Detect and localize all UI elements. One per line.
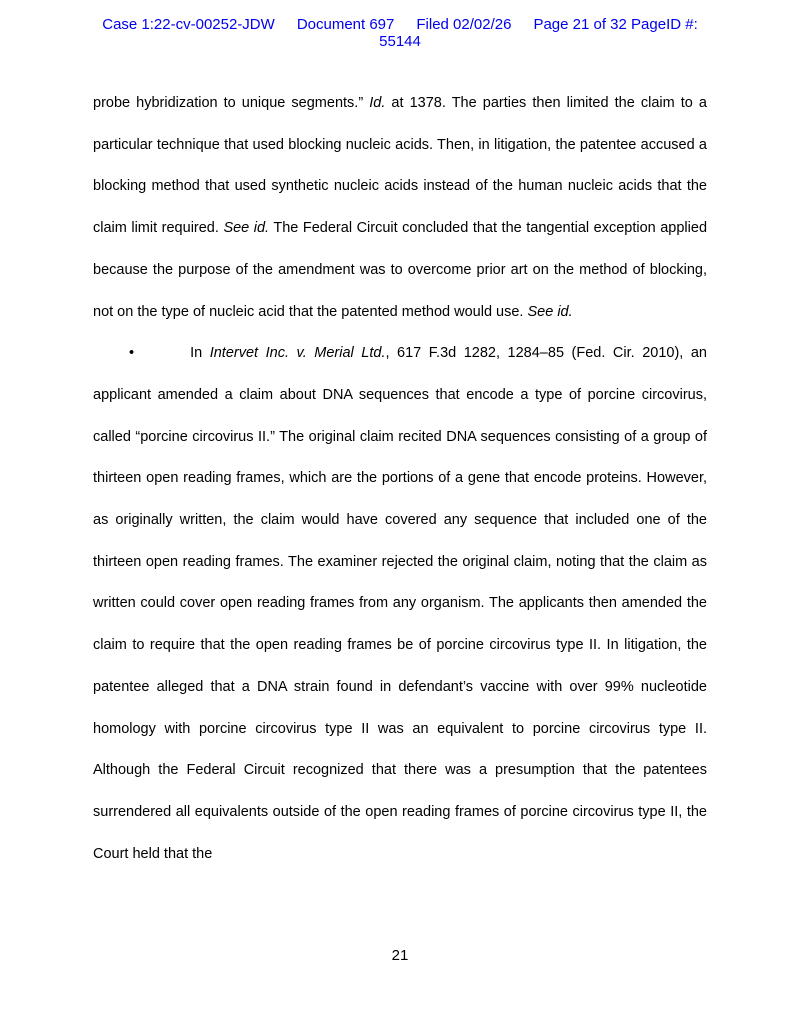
document-number: Document 697 — [296, 16, 395, 33]
bullet-marker: • — [129, 345, 135, 362]
case-number: Case 1:22-cv-00252-JDW — [102, 16, 275, 33]
paragraph-2-text: In Intervet Inc. v. Merial Ltd., 617 F.3d 1282, 1284–85 (Fed. Cir. 2010), an applicant amended a claim about DNA sequences that encode a type of porcine circovirus, called “porcine circovirus II.” The original claim recited DNA sequences consisting of a group of thirteen open reading frames, which are the portions of a gene that encode proteins. However, as originally written, the claim would have covered any sequence that included one of the thirteen open reading frames. The examiner rejected the original claim, noting that the claim as written could cover open reading frames from any organism. The applicants then amended the claim to require that the open reading frames be of porcine circovirus type II. In litigation, the patentee alleged that a DNA strain found in defendant’s vaccine with over 99% nucleotide homology with porcine circovirus type II was an equivalent to porcine circovirus type II. Although the Federal Circuit recognized that there was a presumption that the patentees surrendered all equivalents outside of the open reading frames of porcine circovirus type II, the Court held that the — [93, 345, 707, 862]
page-number: 21 — [391, 947, 409, 964]
document-header — [0, 16, 800, 50]
header-line1 — [0, 16, 800, 33]
filed-date: Filed 02/02/26 — [416, 16, 512, 33]
page-id: 55144 — [379, 33, 421, 50]
document-body — [93, 83, 707, 875]
page-footer — [0, 947, 800, 964]
paragraph-2 — [93, 333, 707, 875]
paragraph-1: probe hybridization to unique segments.” Id. at 1378. The parties then limited the claim to a particular technique that used blocking nucleic acids. Then, in litigation, the patentee accused a blocking method that used synthetic nucleic acids instead of the human nucleic acids that the claim limit required. See id. The Federal Circuit concluded that the tangential exception applied because the purpose of the amendment was to overcome prior art on the method of blocking, not on the type of nucleic acid that the patented method would use. See id. — [93, 95, 708, 320]
page-info: Page 21 of 32 PageID #: — [533, 16, 698, 33]
